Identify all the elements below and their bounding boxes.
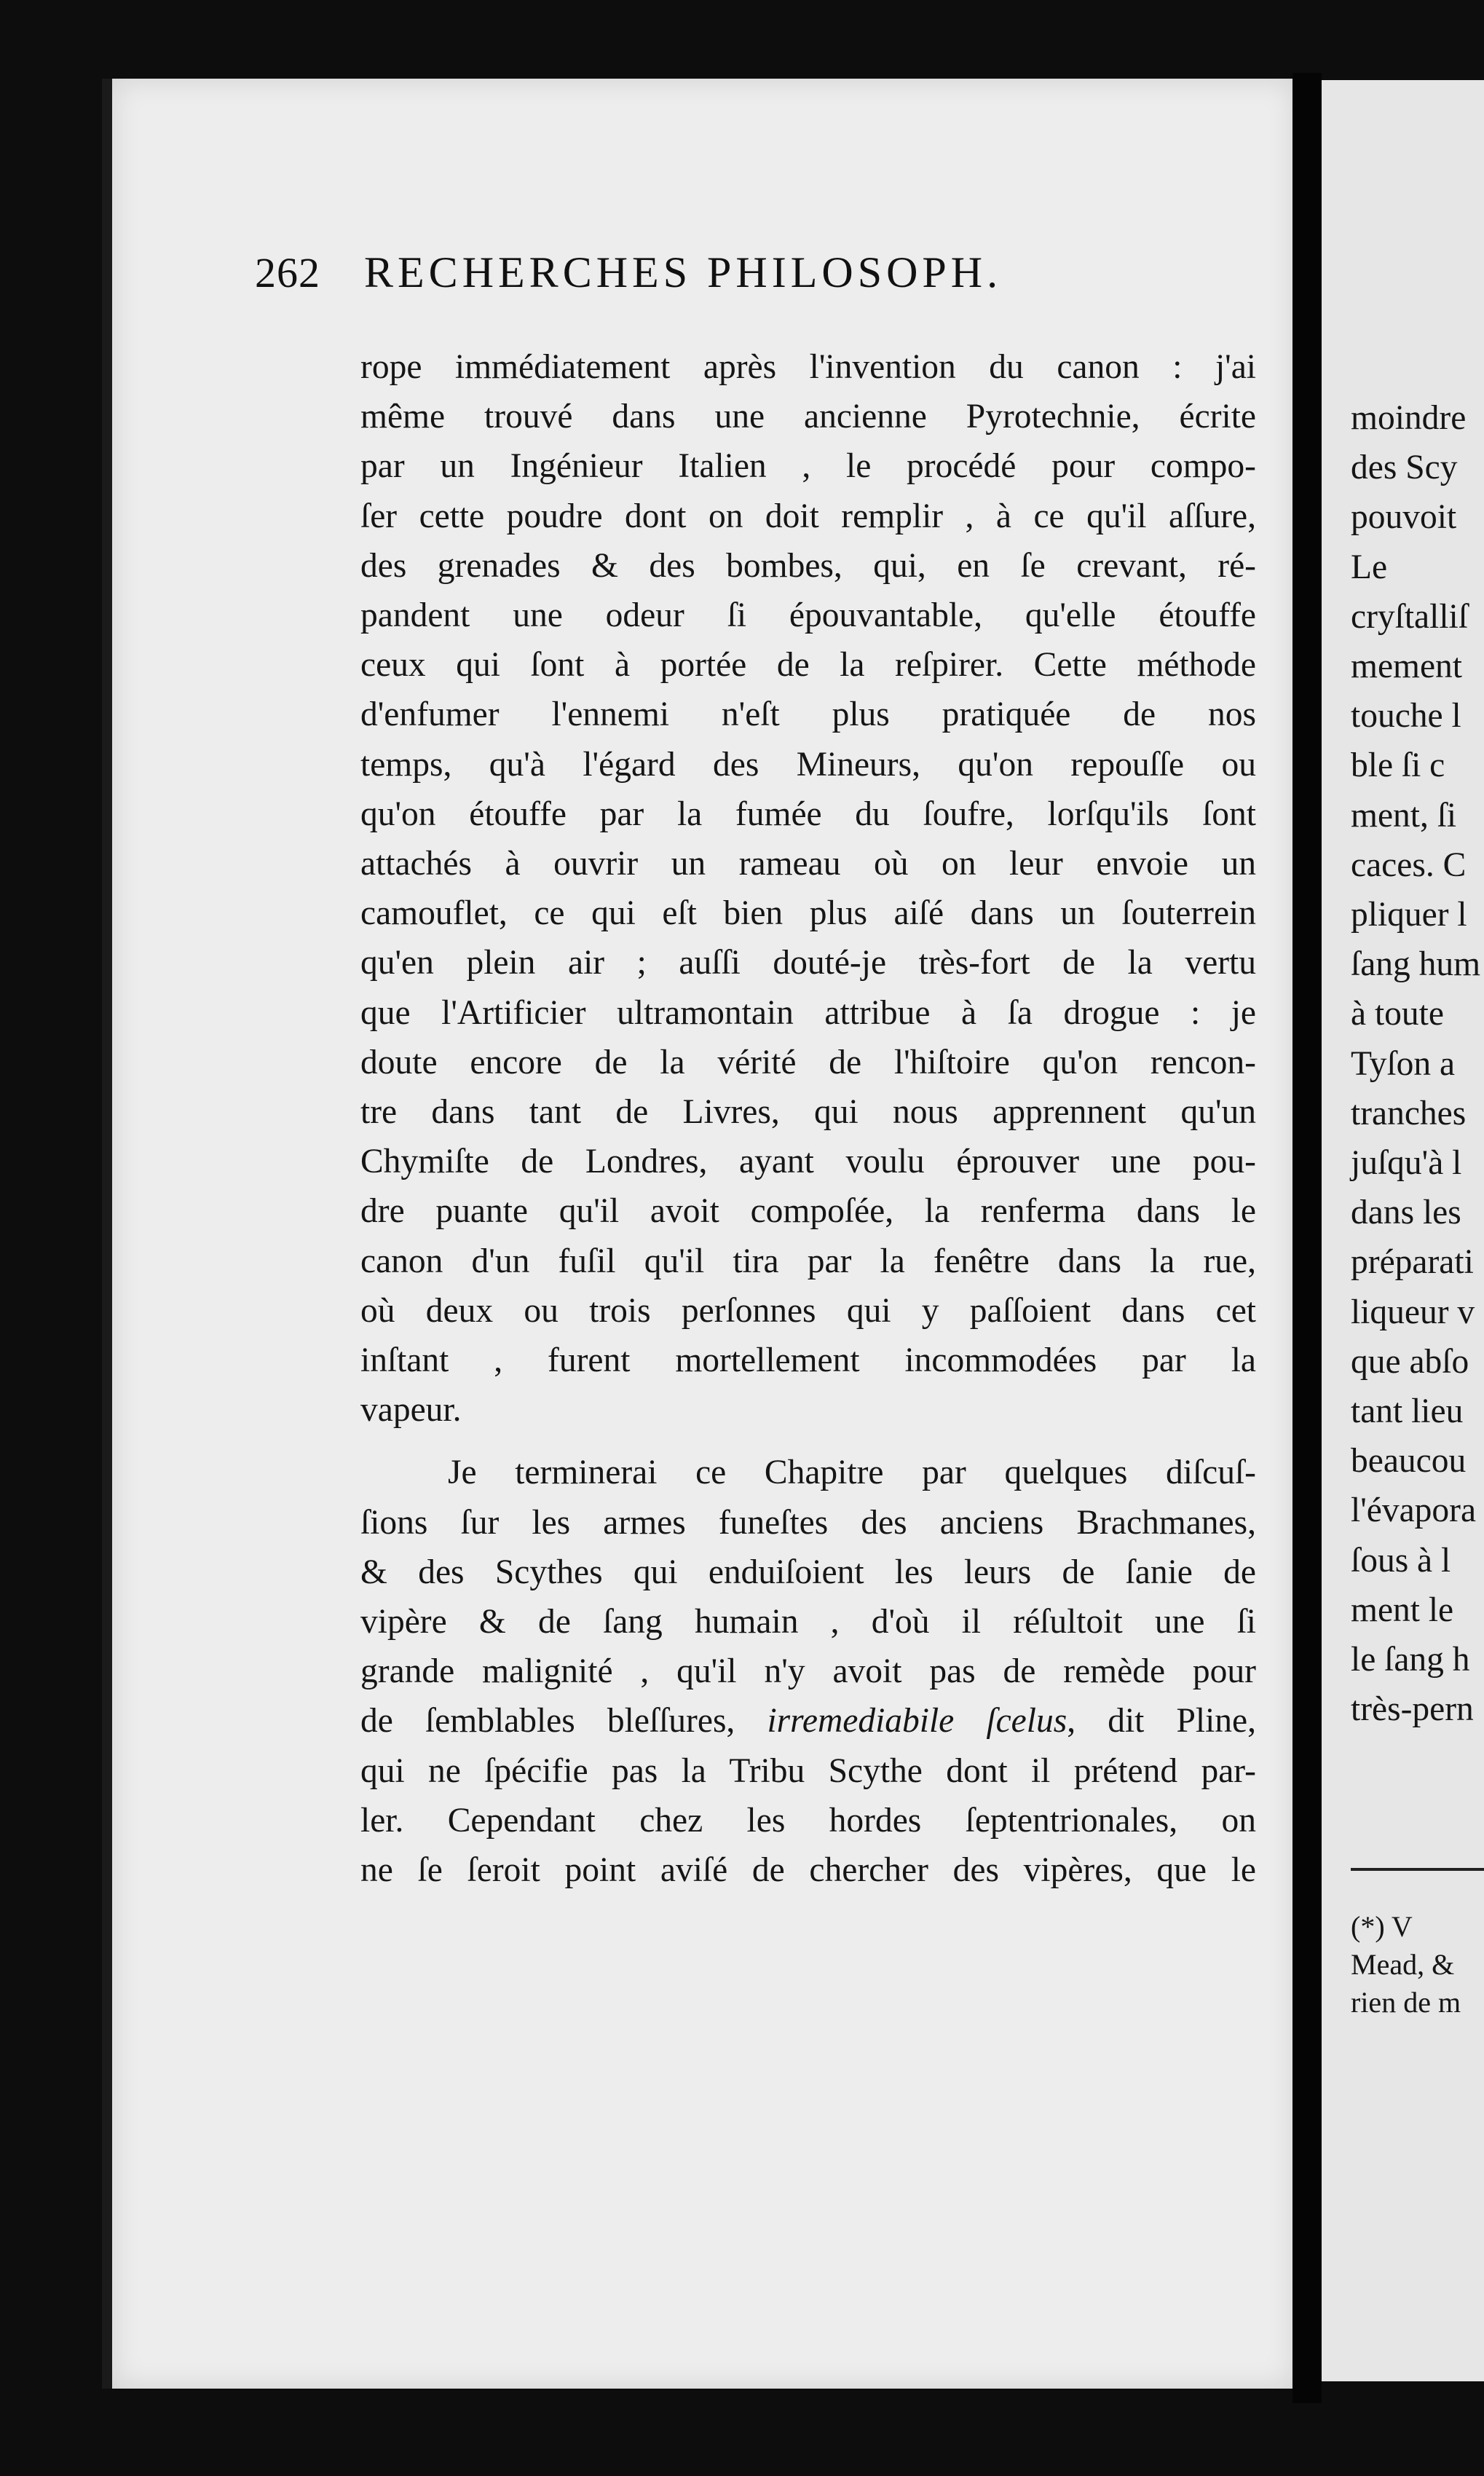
text-line: ler. Cependant chez les hordes ſeptentrionales, on [360, 1801, 1256, 1840]
body-text [360, 342, 1256, 1895]
right-page-line: caces. C [1351, 845, 1467, 884]
right-page-line: à toute [1351, 995, 1444, 1033]
right-page-line: tranches [1351, 1094, 1467, 1132]
footnote-rule [1351, 1868, 1484, 1871]
right-page-line: des Scy [1351, 449, 1458, 487]
right-page-line: moindre [1351, 399, 1467, 437]
text-line: qui ne ſpécifie pas la Tribu Scythe dont il prétend par- [360, 1751, 1256, 1790]
right-page-line: tant lieu [1351, 1392, 1464, 1431]
right-page-line: cryſtalliſ [1351, 597, 1468, 636]
paragraph-2 [360, 1448, 1256, 1696]
right-page-line: très-pern [1351, 1690, 1474, 1729]
right-page-line: le ſang h [1351, 1641, 1470, 1679]
right-page-line: que abſo [1351, 1342, 1469, 1381]
paragraph-2-continued [360, 1746, 1256, 1896]
paragraph-1 [360, 342, 1256, 1435]
text-line: où deux ou trois perſonnes qui y paſſoient dans cet [360, 1291, 1256, 1330]
text-line: pandent une odeur ſi épouvantable, qu'elle étouffe [360, 596, 1256, 635]
right-page-line: l'évapora [1351, 1491, 1477, 1530]
text-line: vapeur. [360, 1391, 462, 1430]
right-page-footnotes [1351, 1908, 1484, 2022]
text-line: Chymiſte de Londres, ayant voulu éprouver une pou- [360, 1143, 1256, 1181]
right-page-line: juſqu'à l [1351, 1144, 1462, 1183]
right-page [1322, 80, 1484, 2381]
right-page-line: pouvoit [1351, 498, 1457, 537]
right-page-line: ment le [1351, 1590, 1454, 1629]
text-line: d'enfumer l'ennemi n'eſt plus pratiquée de nos [360, 695, 1256, 734]
right-page-line: liqueur v [1351, 1293, 1475, 1331]
text-line: rope immédiatement après l'invention du canon : j'ai [360, 348, 1256, 386]
text-line: canon d'un fuſil qu'il tira par la fenêtre dans la rue, [360, 1242, 1256, 1280]
text-line: même trouvé dans une ancienne Pyrotechnie, écrite [360, 398, 1256, 436]
text-line: ſions ſur les armes funeſtes des anciens Brachmanes, [360, 1503, 1256, 1542]
right-page-line: pliquer l [1351, 896, 1467, 934]
text-line: ne ſe ſeroit point aviſé de chercher des vipères, que le [360, 1851, 1256, 1890]
right-page-line: ment, ſi [1351, 796, 1457, 835]
latin-quote: irremediabile ſcelus [767, 1702, 1067, 1740]
text-line: qu'en plein air ; auſſi douté-je très-fort de la vertu [360, 944, 1256, 982]
right-page-line: mement [1351, 647, 1463, 686]
right-page-line: rien de m [1351, 1986, 1461, 2019]
text-line: tre dans tant de Livres, qui nous apprennent qu'un [360, 1093, 1256, 1132]
text-line: Je terminerai ce Chapitre par quelques diſcuſ- [448, 1454, 1256, 1492]
right-page-line: dans les [1351, 1194, 1461, 1232]
text-line: vipère & de ſang humain , d'où il réſultoit une ſi [360, 1603, 1256, 1641]
text-line: attachés à ouvrir un rameau où on leur envoie un [360, 845, 1256, 883]
right-page-line: ſous à l [1351, 1541, 1451, 1580]
text-line: par un Ingénieur Italien , le procédé pour compo- [360, 447, 1256, 486]
text-line: des grenades & des bombes, qui, en ſe crevant, ré- [360, 546, 1256, 585]
page-number: 262 [255, 249, 320, 296]
text-line: ceux qui ſont à portée de la reſpirer. Cette méthode [360, 646, 1256, 685]
right-page-line: ble ſi c [1351, 746, 1445, 785]
right-page-line: Mead, & [1351, 1948, 1455, 1981]
text-line: temps, qu'à l'égard des Mineurs, qu'on repouſſe ou [360, 745, 1256, 784]
right-page-line: touche l [1351, 697, 1461, 736]
page-header [255, 248, 1260, 320]
right-page-line: beaucou [1351, 1442, 1467, 1481]
text-line: camouflet, ce qui eſt bien plus aiſé dans un ſouterrein [360, 894, 1256, 933]
text-line: inſtant , furent mortellement incommodées par la [360, 1341, 1256, 1380]
right-page-line: (*) V [1351, 1910, 1413, 1943]
text-line: ſer cette poudre dont on doit remplir , à ce qu'il aſſure, [360, 497, 1256, 535]
text-line: doute encore de la vérité de l'hiſtoire qu'on rencon- [360, 1043, 1256, 1081]
right-page-line: ſang hum [1351, 945, 1481, 984]
right-page-line: préparati [1351, 1243, 1474, 1282]
right-page-line: Tyſon a [1351, 1044, 1456, 1083]
text-line: dre puante qu'il avoit compoſée, la renferma dans le [360, 1192, 1256, 1231]
book-spine [1292, 73, 1322, 2403]
right-page-text [1351, 393, 1484, 1734]
text-line-italic: de ſemblables bleſſures, irremediabile ſcelus, dit Pline, [360, 1702, 1256, 1740]
text-line: que l'Artificier ultramontain attribue à ſa drogue : je [360, 993, 1256, 1032]
text-line: & des Scythes qui enduiſoient les leurs de ſanie de [360, 1553, 1256, 1591]
right-page-line: Le [1351, 548, 1388, 586]
running-head: RECHERCHES PHILOSOPH. [364, 248, 1003, 296]
text-line: grande malignité , qu'il n'y avoit pas de remède pour [360, 1652, 1256, 1691]
text-line: qu'on étouffe par la fumée du ſoufre, lorſqu'ils ſont [360, 795, 1256, 833]
